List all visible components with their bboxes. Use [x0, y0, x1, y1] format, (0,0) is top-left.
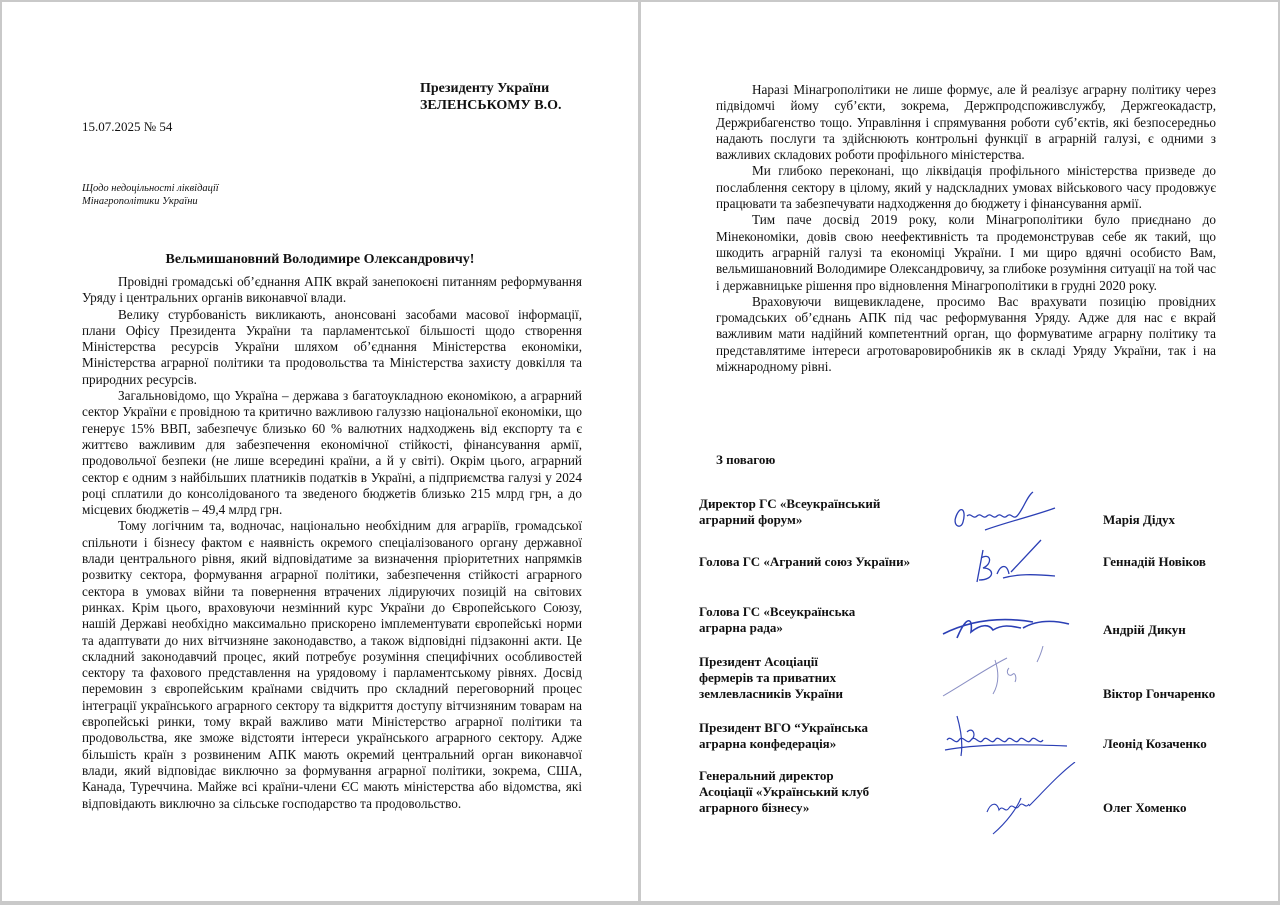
handwritten-signature: [937, 710, 1077, 762]
signatory-title-line: Генеральний директор: [699, 768, 834, 783]
signatory-title-line: Президент ВГО “Українська: [699, 720, 869, 735]
subject-line: Мінагрополітики України: [82, 196, 198, 207]
signatory-title-line: аграрний форум»: [699, 512, 803, 527]
date-and-number: 15.07.2025 № 54: [82, 119, 173, 134]
addressee-block: [420, 80, 561, 114]
signatory-name: Андрій Дикун: [1103, 622, 1186, 637]
closing-phrase: З повагою: [716, 452, 776, 467]
signatory-title: [699, 720, 939, 752]
handwritten-signature: [937, 646, 1067, 702]
handwritten-signature: [937, 490, 1067, 538]
letter-body-page-1: [82, 274, 582, 812]
signatory-row: [699, 554, 1259, 594]
letter-body-page-2: [716, 82, 1216, 375]
signatory-title-line: аграрна рада»: [699, 620, 783, 635]
signatory-title-line: фермерів та приватних: [699, 670, 837, 685]
signatory-title: [699, 496, 939, 528]
subject-line: Щодо недоцільності ліквідації: [82, 183, 219, 194]
body-paragraph: Провідні громадські об’єднання АПК вкрай занепокоєні питанням реформування Уряду і центральних органів виконавчої влади.: [82, 274, 582, 306]
handwritten-signature: [937, 604, 1077, 644]
signatory-title-line: аграрна конфедерація»: [699, 736, 837, 751]
signatory-title: [699, 604, 939, 636]
handwritten-signature: [937, 534, 1067, 590]
salutation: Вельмишановний Володимире Олександровичу!: [165, 252, 475, 267]
signatory-title: [699, 554, 939, 570]
letter-page-2: [641, 2, 1278, 901]
addressee-line: Президенту України: [420, 81, 550, 96]
signatory-name: Марія Дідух: [1103, 512, 1176, 527]
signatory-title-line: Асоціації «Український клуб: [699, 784, 870, 799]
signatory-name: Геннадій Новіков: [1103, 554, 1206, 569]
body-paragraph: Загальновідомо, що Україна – держава з багатоукладною економікою, а аграрний сектор України є провідною та критично важливою галуззю національної економіки, що генерує 15% ВВП, забезпечує близько 60 % валютних надходжень від експорту та є життєво важливим для забезпечення економічної стійкості, фінансування армії, продовольчої безпеки (не лише всередині країни, а й у світі). Окрім цього, аграрний сектор є одним з найбільших платників податків в Україні, а підприємства галузі у 2024 році сплатили до консолідованого та зведеного бюджетів близько 215 млрд грн, а до місцевих бюджетів – 49,4 млрд грн.: [82, 388, 582, 518]
signatory-title-line: Голова ГС «Всеукраїнська: [699, 604, 856, 619]
body-paragraph: Ми глибоко переконані, що ліквідація профільного міністерства призведе до послаблення сектору в цілому, який у надскладних умовах військового часу продовжує працювати та забезпечувати надходження до бюджету і фінансування армії.: [716, 163, 1216, 212]
signatory-title-line: Директор ГС «Всеукраїнський: [699, 496, 881, 511]
signatory-row: [699, 654, 1259, 706]
signatory-name: Віктор Гончаренко: [1103, 686, 1216, 701]
body-paragraph: Тому логічним та, водночас, національно необхідним для аграріїв, громадської спільноти і бізнесу фактом є наявність окремого спеціалізованого органу державної влади центрального рівня, який відповідатиме за визначення пріоритетних напрямків розвитку сектора, формування аграрної політики, забезпечення стійкості аграрного сектора в умовах війни та повернення втрачених лідируючих позицій на світових ринках. Крім цього, враховуючи незмінний курс України до Європейського Союзу, нашій Державі необхідно максимально прискорено імплементувати європейські норми та адаптувати до них вітчизняне законодавство, а також відповідні підзаконні акти. Це складний законодавчий процес, який потребує розуміння специфічних особливостей сектору та фахового представлення на урядовому і парламентському рівнях. Досвід перемовин з європейським країнами свідчить про складний переговорний процес інтеграції українського аграрного сектору та відкриття доступу вітчизняним товарам на європейські ринки, тому вкрай важливо мати Міністерство аграрної політики та продовольства, яке зможе відстояти інтереси українського аграрного сектору. Адже більшість країн з розвиненим АПК мають окремий центральний орган виконавчої влади, який відповідає виключно за формування аграрної політики, зокрема, США, Канада, Туреччина. Майже всі країни-члени ЄС мають міністерства або відомства, які відповідають виключно за сільське господарство та продовольство.: [82, 518, 582, 811]
signatory-title-line: аграрного бізнесу»: [699, 800, 810, 815]
signatory-row: [699, 720, 1259, 764]
subject-block: [82, 182, 219, 208]
signatory-title-line: Голова ГС «Аграний союз України»: [699, 554, 911, 569]
signatory-name: Леонід Козаченко: [1103, 736, 1207, 751]
signatory-title-line: Президент Асоціації: [699, 654, 818, 669]
signatory-title: [699, 768, 939, 816]
body-paragraph: Наразі Мінагрополітики не лише формує, але й реалізує аграрну політику через підвідомчі йому суб’єкти, зокрема, Держпродспоживслужбу, Держгеокадастр, Держрибагенство тощо. Управління і спрямування роботи суб’єктів, які безпосередньо надають послуги та здійснюють контрольні функції в аграрній галузі, є одними з важливих складових роботи профільного міністерства.: [716, 82, 1216, 163]
body-paragraph: Тим паче досвід 2019 року, коли Мінагрополітики було приєднано до Мінекономіки, довів свою неефективність та продемонстрував себе як такий, що шкодить аграрній галузі та економіці України. І ми щиро вдячні особисто Вам, вельмишановний Володимире Олександровичу, за глибоке розуміння ситуації на той час і державницьке рішення про відновлення Мінагрополітики в грудні 2020 року.: [716, 212, 1216, 293]
signatory-row: [699, 768, 1259, 828]
signatory-title-line: землевласників України: [699, 686, 843, 701]
signatory-row: [699, 604, 1259, 652]
body-paragraph: Велику стурбованість викликають, анонсовані засобами масової інформації, плани Офісу Президента України та парламентської більшості щодо створення Міністерства ресурсів України шляхом об’єднання Міністерства економіки, Міністерства аграрної політики та продовольства та Міністерства захисту довкілля та природних ресурсів.: [82, 306, 582, 387]
body-paragraph: Враховуючи вищевикладене, просимо Вас врахувати позицію провідних громадських об’єднань АПК під час реформування Уряду. Адже для нас є вкрай важливим мати надійний компетентний орган, що формуватиме аграрну політику та представлятиме інтереси агротоваровиробників як в складі Уряду України, так і на міжнародному рівні.: [716, 293, 1216, 375]
handwritten-signature: [937, 762, 1087, 842]
signatory-title: [699, 654, 939, 702]
letter-page-1: [2, 2, 638, 901]
signatory-name: Олег Хоменко: [1103, 800, 1187, 815]
addressee-line: ЗЕЛЕНСЬКОМУ В.О.: [420, 98, 562, 113]
